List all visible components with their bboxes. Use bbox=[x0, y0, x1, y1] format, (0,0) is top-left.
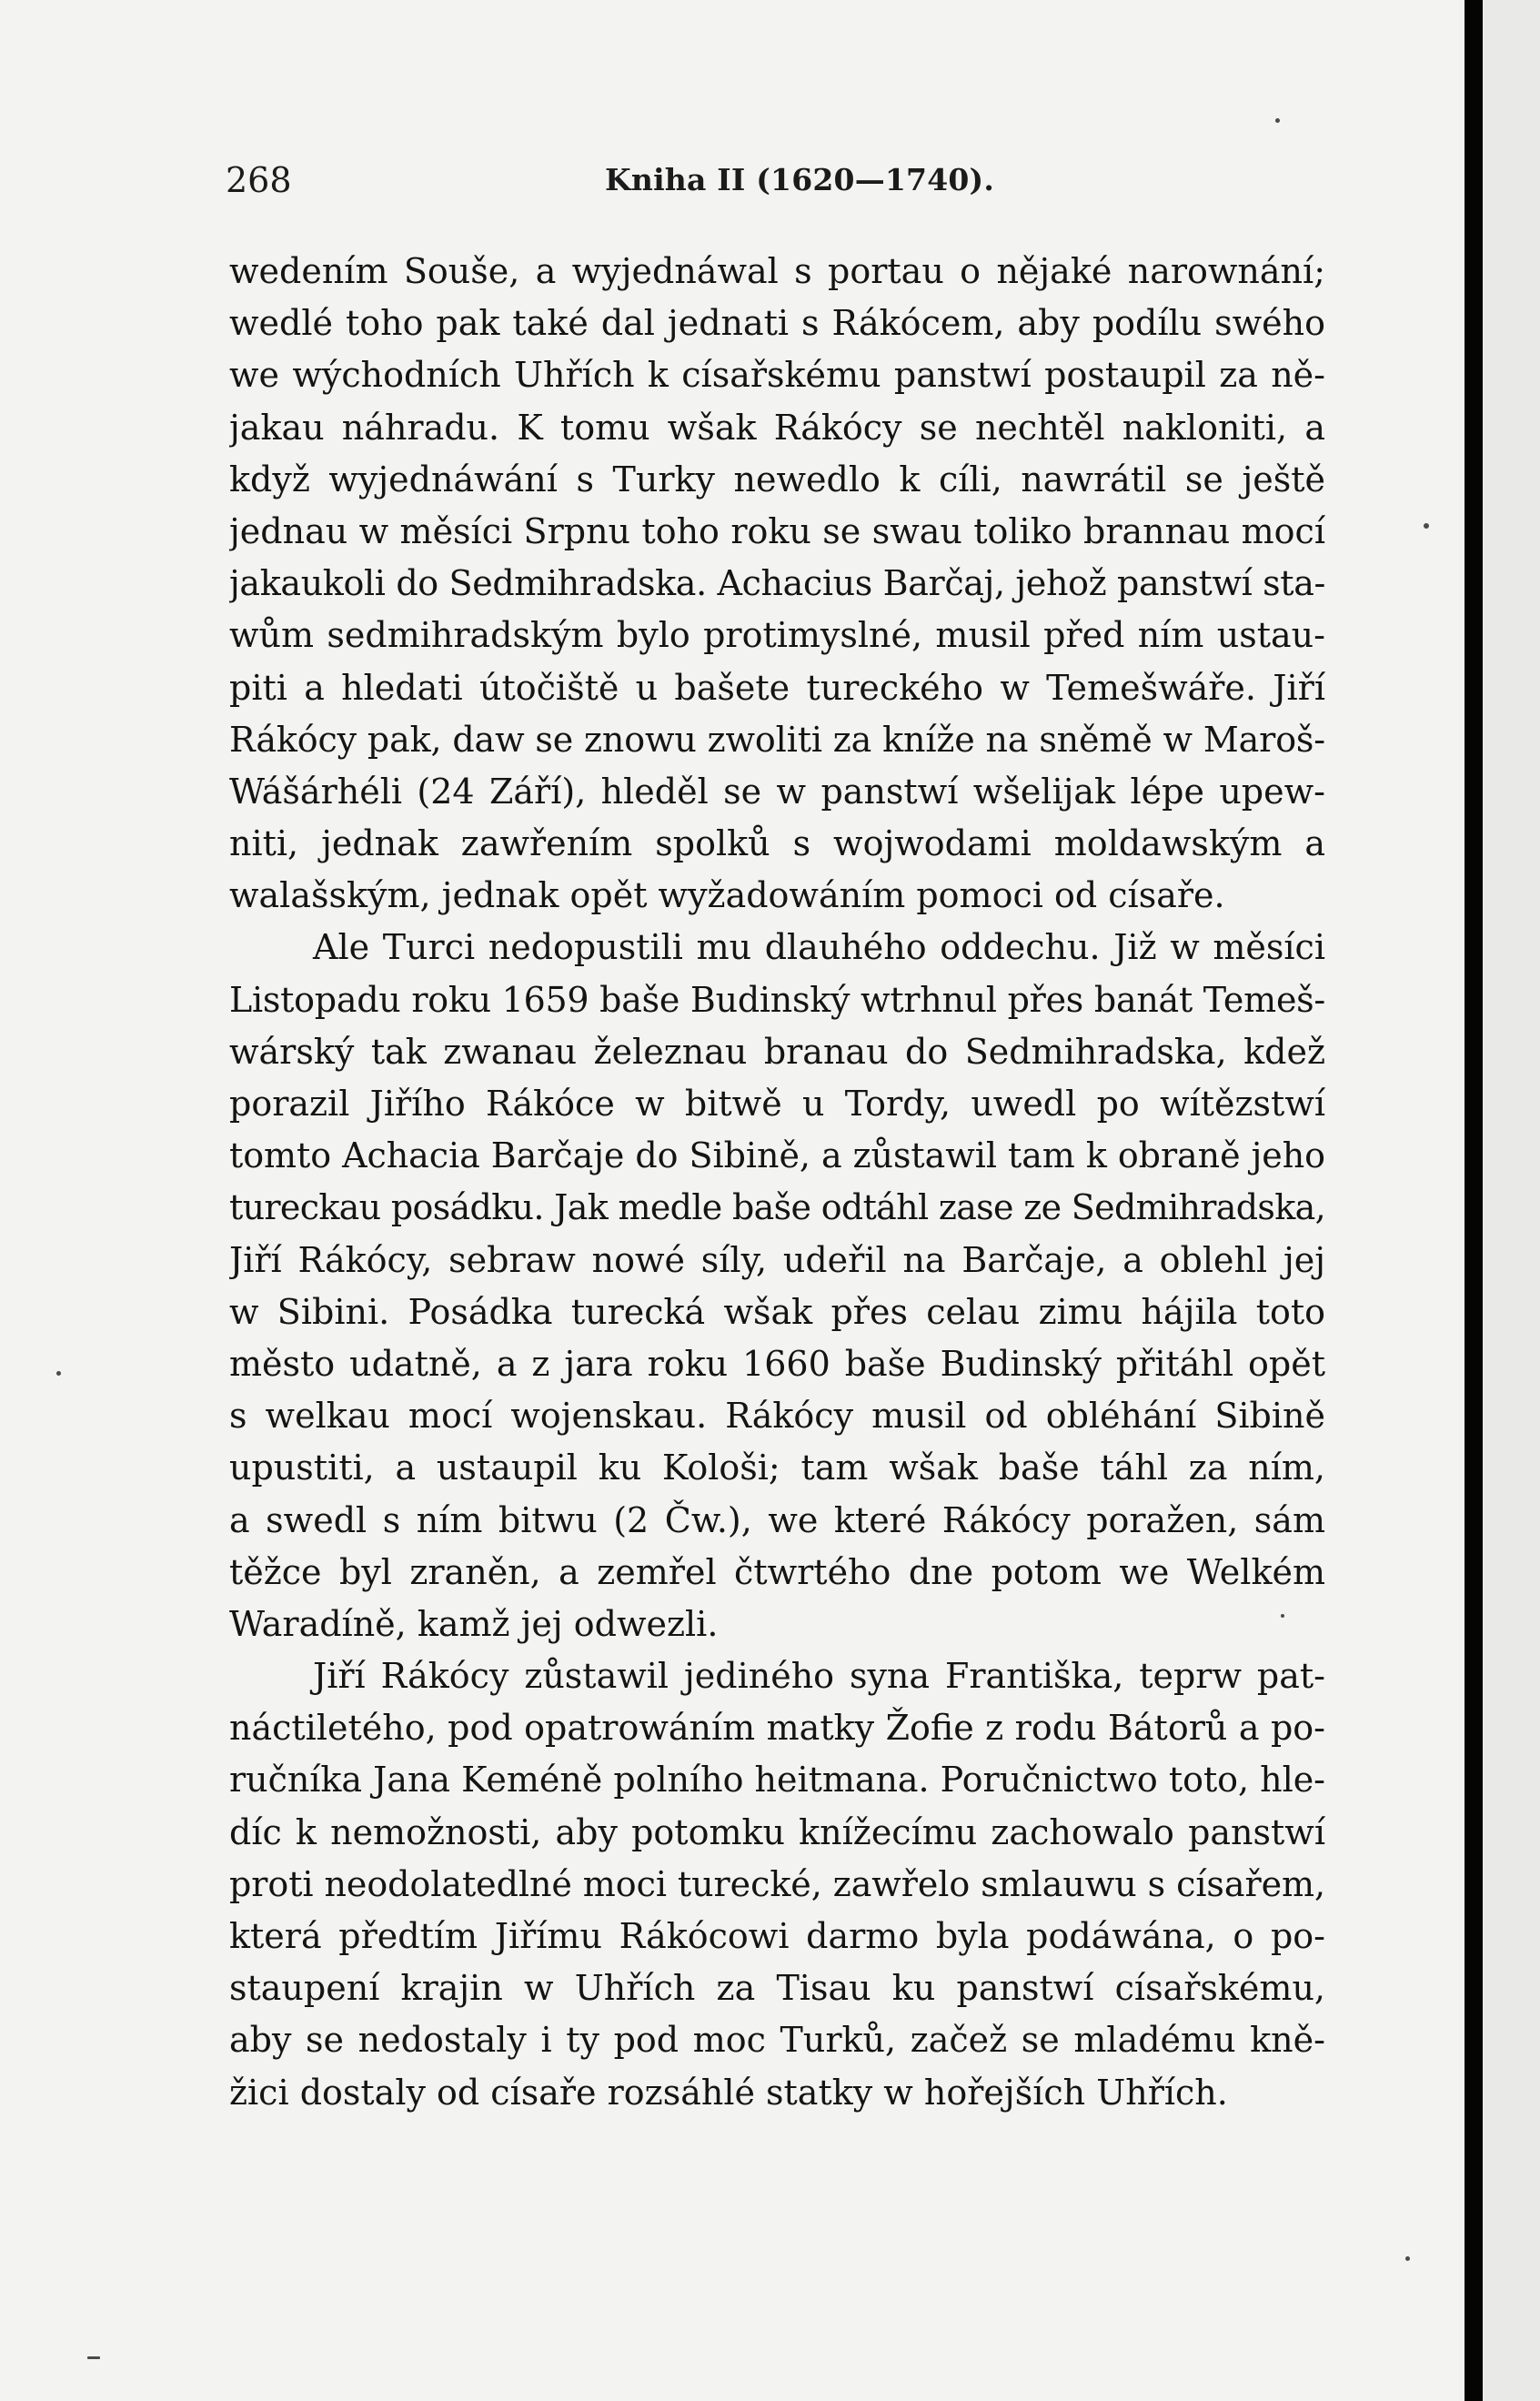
text-line: ručníka Jana Keméně polního heitmana. Poručnictwo toto, hle- bbox=[229, 1760, 1325, 1801]
text-line: Jiří Rákócy zůstawil jediného syna Františka, teprw pat- bbox=[313, 1656, 1325, 1697]
text-line: náctiletého, pod opatrowáním matky Žofie z rodu Bátorů a po- bbox=[229, 1708, 1325, 1749]
text-line: w Sibini. Posádka turecká wšak přes celau zimu hájila toto bbox=[229, 1291, 1325, 1332]
paragraph bbox=[229, 246, 1325, 922]
text-line: porazil Jiřího Rákóce w bitwě u Tordy, uwedl po wítězstwí bbox=[229, 1084, 1325, 1124]
scan-speck bbox=[87, 2356, 100, 2359]
scan-speck bbox=[1405, 2256, 1410, 2261]
page-number: 268 bbox=[226, 160, 292, 200]
text-line: která předtím Jiřímu Rákócowi darmo byla podáwána, o po- bbox=[229, 1916, 1325, 1956]
text-line: wárský tak zwanau železnau branau do Sedmihradska, kdež bbox=[229, 1031, 1325, 1072]
text-line: díc k nemožnosti, aby potomku knížecímu zachowalo panstwí bbox=[229, 1811, 1325, 1852]
text-line: tomto Achacia Barčaje do Sibině, a zůstawil tam k obraně jeho bbox=[229, 1135, 1325, 1176]
text-line: Rákócy pak, daw se znowu zwoliti za kníže na sněmě w Maroš- bbox=[229, 719, 1325, 760]
text-line: wedením Souše, a wyjednáwal s portau o nějaké narownání; bbox=[229, 251, 1325, 291]
text-line: niti, jednak zawřením spolků s wojwodami moldawským a bbox=[229, 823, 1325, 864]
paragraph bbox=[229, 922, 1325, 1650]
text-line: jakau náhradu. K tomu wšak Rákócy se nechtěl nakloniti, a bbox=[229, 407, 1325, 448]
text-line: staupení krajin w Uhřích za Tisau ku panstwí císařskému, bbox=[229, 1968, 1325, 2009]
scan-speck bbox=[56, 1371, 61, 1376]
text-line: s welkau mocí wojenskau. Rákócy musil od obléhání Sibině bbox=[229, 1396, 1325, 1437]
text-line: jakaukoli do Sedmihradska. Achacius Barčaj, jehož panstwí sta- bbox=[229, 563, 1325, 604]
text-line: těžce byl zraněn, a zemřel čtwrtého dne potom we Welkém bbox=[229, 1551, 1325, 1592]
text-line: tureckau posádku. Jak medle baše odtáhl zase ze Sedmihradska, bbox=[229, 1187, 1325, 1228]
body-text bbox=[229, 246, 1325, 2119]
text-line: Listopadu roku 1659 baše Budinský wtrhnul přes banát Temeš- bbox=[229, 979, 1325, 1020]
text-line: a swedl s ním bitwu (2 Čw.), we které Rákócy poražen, sám bbox=[229, 1499, 1325, 1540]
text-line: Jiří Rákócy, sebraw nowé síly, udeřil na Barčaje, a oblehl jej bbox=[229, 1239, 1325, 1280]
text-line: we wýchodních Uhřích k císařskému panstwí postaupil za ně- bbox=[229, 355, 1325, 396]
text-line: upustiti, a ustaupil ku Kološi; tam wšak baše táhl za ním, bbox=[229, 1448, 1325, 1488]
paragraph bbox=[229, 1650, 1325, 2119]
scan-speck bbox=[1281, 1614, 1284, 1618]
text-line: když wyjednáwání s Turky newedlo k cíli, nawrátil se ještě bbox=[229, 459, 1325, 499]
scan-speck bbox=[1424, 523, 1429, 529]
scan-speck bbox=[1275, 118, 1280, 123]
text-line: Ale Turci nedopustili mu dlauhého oddechu. Již w měsíci bbox=[313, 927, 1325, 968]
text-line: jednau w měsíci Srpnu toho roku se swau toliko brannau mocí bbox=[229, 510, 1325, 551]
text-line: Waradíně, kamž jej odwezli. bbox=[229, 1603, 719, 1644]
text-line: wedlé toho pak také dal jednati s Rákócem, aby podílu swého bbox=[229, 303, 1325, 344]
text-line: walašským, jednak opět wyžadowáním pomoci od císaře. bbox=[229, 875, 1225, 916]
text-line: aby se nedostaly i ty pod moc Turků, začež se mladému kně- bbox=[229, 2020, 1325, 2061]
text-line: Wášárhéli (24 Září), hleděl se w panstwí wšelijak lépe upew- bbox=[229, 771, 1325, 812]
text-line: žici dostaly od císaře rozsáhlé statky w hořejších Uhřích. bbox=[229, 2072, 1228, 2113]
adjacent-page-edge bbox=[1483, 0, 1540, 2401]
text-line: město udatně, a z jara roku 1660 baše Budinský přitáhl opět bbox=[229, 1343, 1325, 1384]
text-line: wům sedmihradským bylo protimyslné, musil před ním ustau- bbox=[229, 615, 1325, 656]
text-line: proti neodolatedlné moci turecké, zawřelo smlauwu s císařem, bbox=[229, 1863, 1325, 1904]
text-line: piti a hledati útočiště u bašete tureckého w Temešwáře. Jiří bbox=[229, 667, 1325, 708]
page-header bbox=[226, 160, 1335, 215]
running-head: Kniha II (1620—1740). bbox=[605, 162, 995, 197]
